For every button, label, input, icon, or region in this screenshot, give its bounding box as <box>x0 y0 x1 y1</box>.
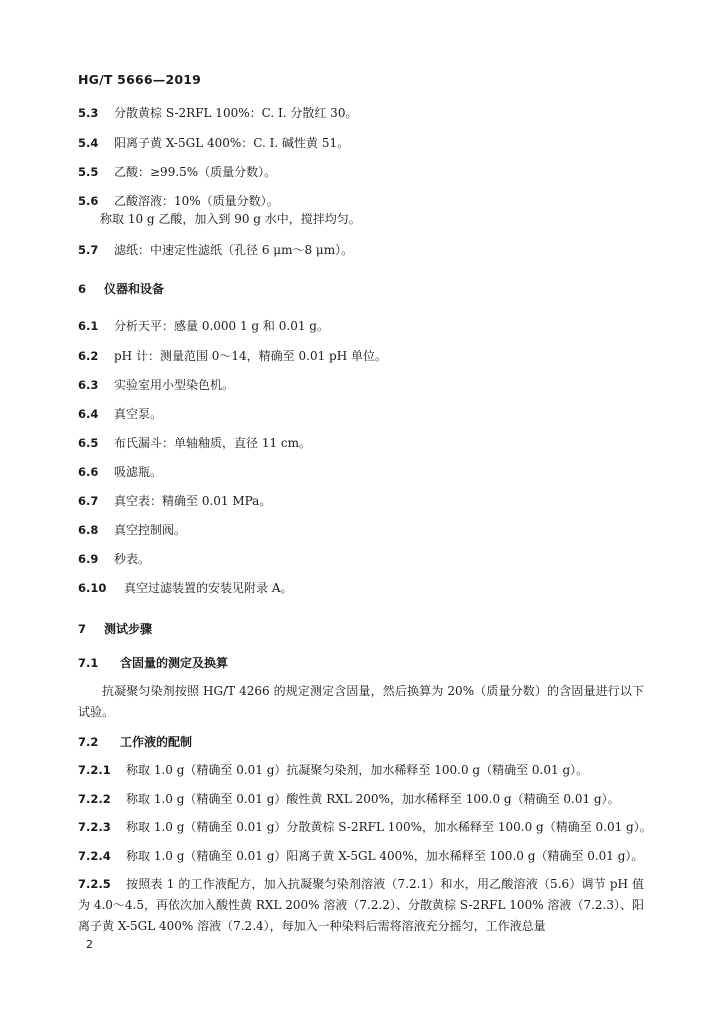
subsection-title: 含固量的测定及换算 <box>120 656 229 670</box>
clause-text: 称取 1.0 g（精确至 0.01 g）酸性黄 RXL 200%，加水稀释至 100.0 g（精确至 0.01 g）。 <box>126 792 620 806</box>
clause-text: 真空控制阀。 <box>114 523 187 537</box>
subsection-7-1-paragraph: 抗凝聚匀染剂按照 HG/T 4266 的规定测定含固量，然后换算为 20%（质量分数）的含固量进行以下试验。 <box>78 684 644 719</box>
clause-5-3 <box>78 105 357 121</box>
clause-number: 7.2.5 <box>78 877 111 891</box>
clause-5-4 <box>78 135 349 151</box>
clause-text: 称取 1.0 g（精确至 0.01 g）阳离子黄 X-5GL 400%，加水稀释至 100.0 g（精确至 0.01 g）。 <box>126 849 644 863</box>
clause-number: 6.6 <box>78 465 99 479</box>
clause-6-4 <box>78 406 162 422</box>
clause-text: 乙酸：≥99.5%（质量分数）。 <box>114 165 277 179</box>
clause-text: 滤纸：中速定性滤纸（孔径 6 μm～8 μm）。 <box>114 243 354 257</box>
clause-number: 5.7 <box>78 243 99 257</box>
clause-text: 乙酸溶液：10%（质量分数）。 <box>114 194 279 208</box>
clause-6-9 <box>78 551 150 567</box>
section-title: 仪器和设备 <box>104 282 165 296</box>
clause-5-6 <box>78 193 279 209</box>
clause-text: 按照表 1 的工作液配方，加入抗凝聚匀染剂溶液（7.2.1）和水，用乙酸溶液（5.6）调节 pH 值为 4.0～4.5，再依次加入酸性黄 RXL 200% 溶液（7.2.2）、分散黄棕 S-2RFL 100% 溶液（7.2.3）、阳离子黄 X-5GL 400% 溶液（7.2.4），每加入一种染料后需将溶液充分摇匀，工作液总量 <box>78 877 644 933</box>
subsection-7-2-heading <box>78 734 192 750</box>
clause-text: 实验室用小型染色机。 <box>114 378 235 392</box>
clause-6-7 <box>78 493 271 509</box>
clause-7-2-3 <box>78 819 652 835</box>
clause-6-3 <box>78 377 234 393</box>
clause-text: 吸滤瓶。 <box>114 465 163 479</box>
clause-6-6 <box>78 464 162 480</box>
clause-number: 6.2 <box>78 349 99 363</box>
clause-5-5 <box>78 164 276 180</box>
clause-5-6-continuation: 称取 10 g 乙酸，加入到 90 g 水中，搅拌均匀。 <box>100 212 361 226</box>
clause-text: 秒表。 <box>114 552 151 566</box>
clause-text: 阳离子黄 X-5GL 400%：C. I. 碱性黄 51。 <box>114 136 350 150</box>
clause-number: 7.2.4 <box>78 849 111 863</box>
clause-6-1 <box>78 318 329 334</box>
clause-number: 5.3 <box>78 106 99 120</box>
clause-6-10 <box>78 580 292 596</box>
clause-text: 真空表：精确至 0.01 MPa。 <box>114 494 272 508</box>
clause-text: 真空泵。 <box>114 407 163 421</box>
clause-text: pH 计：测量范围 0～14，精确至 0.01 pH 单位。 <box>114 349 387 363</box>
clause-6-5 <box>78 435 311 451</box>
clause-number: 6.5 <box>78 436 99 450</box>
subsection-number: 7.1 <box>78 656 99 670</box>
standard-number-header: HG/T 5666—2019 <box>78 72 202 87</box>
subsection-title: 工作液的配制 <box>120 735 193 749</box>
clause-7-2-5 <box>78 874 644 937</box>
clause-7-2-2 <box>78 791 620 807</box>
clause-number: 5.4 <box>78 136 99 150</box>
section-title: 测试步骤 <box>104 622 153 636</box>
clause-7-2-4 <box>78 848 643 864</box>
clause-number: 6.7 <box>78 494 99 508</box>
section-7-heading <box>78 621 152 637</box>
subsection-number: 7.2 <box>78 735 99 749</box>
subsection-7-1-heading <box>78 655 228 671</box>
page-number: 2 <box>86 938 93 951</box>
clause-number: 6.3 <box>78 378 99 392</box>
clause-text: 分析天平：感量 0.000 1 g 和 0.01 g。 <box>114 319 329 333</box>
clause-number: 7.2.1 <box>78 763 111 777</box>
clause-text: 称取 1.0 g（精确至 0.01 g）抗凝聚匀染剂，加水稀释至 100.0 g（精确至 0.01 g）。 <box>126 763 589 777</box>
clause-7-2-1 <box>78 762 588 778</box>
clause-text: 分散黄棕 S-2RFL 100%：C. I. 分散红 30。 <box>114 106 358 120</box>
clause-text: 称取 1.0 g（精确至 0.01 g）分散黄棕 S-2RFL 100%，加水稀释至 100.0 g（精确至 0.01 g）。 <box>126 820 652 834</box>
clause-number: 7.2.2 <box>78 792 111 806</box>
clause-number: 6.8 <box>78 523 99 537</box>
clause-number: 6.10 <box>78 581 107 595</box>
clause-number: 5.5 <box>78 165 99 179</box>
clause-text: 真空过滤装置的安装见附录 A。 <box>124 581 293 595</box>
section-6-heading <box>78 281 164 297</box>
clause-6-2 <box>78 348 387 364</box>
clause-number: 6.4 <box>78 407 99 421</box>
clause-6-8 <box>78 522 186 538</box>
clause-5-7 <box>78 242 353 258</box>
clause-number: 6.9 <box>78 552 99 566</box>
clause-text: 布氏漏斗：单轴釉质，直径 11 cm。 <box>114 436 311 450</box>
clause-number: 5.6 <box>78 194 99 208</box>
clause-number: 7.2.3 <box>78 820 111 834</box>
section-number: 6 <box>78 282 87 296</box>
section-number: 7 <box>78 622 87 636</box>
clause-number: 6.1 <box>78 319 99 333</box>
